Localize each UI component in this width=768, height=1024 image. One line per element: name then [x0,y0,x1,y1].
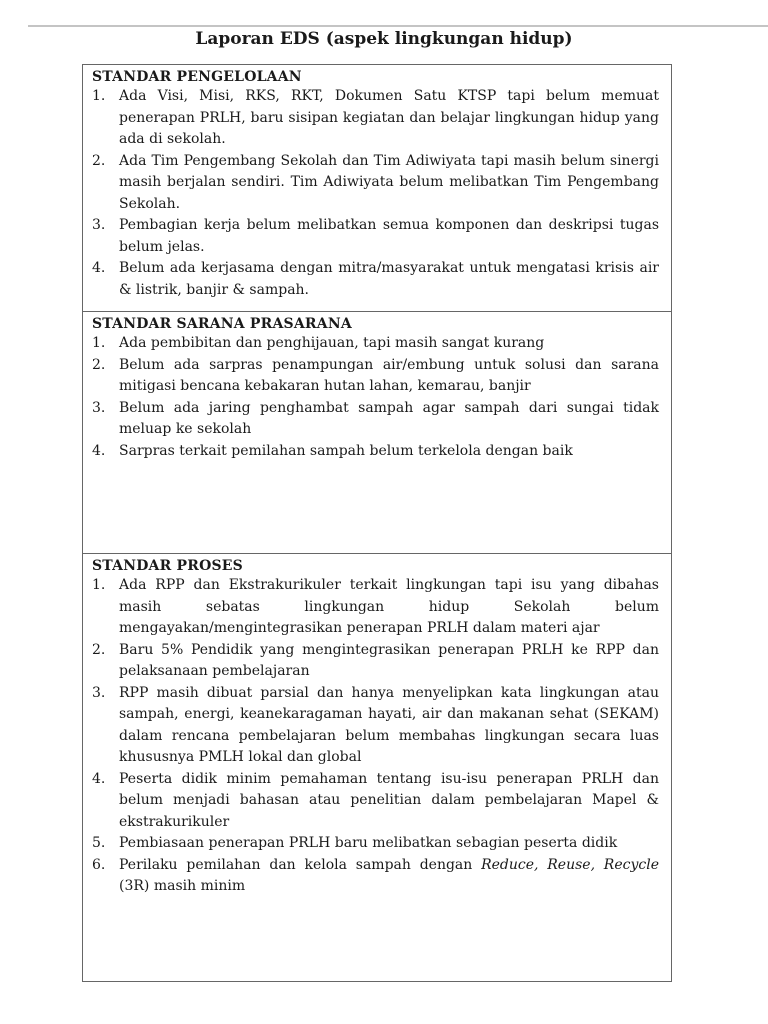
item-number: 3. [92,217,106,233]
item-text: Belum ada jaring penghambat sampah agar sampah dari sungai tidak meluap ke sekolah [119,399,659,437]
item-number: 1. [92,88,106,104]
item-text-before: Perilaku pemilahan dan kelola sampah dengan [119,856,482,873]
item-text: Peserta didik minim pemahaman tentang isu-isu penerapan PRLH dan belum menjadi bahasan atau penelitian dalam pembelajaran Mapel & ekstrakurikuler [119,770,659,830]
item-text: RPP masih dibuat parsial dan hanya menyelipkan kata lingkungan atau sampah, energi, keanekaragaman hayati, air dan makanan sehat (SEKAM) dalam rencana pembelajaran belum membahas lingkungan secara luas khususnya PMLH lokal dan global [119,684,659,765]
item-text-after: (3R) masih minim [119,878,246,894]
item-list [92,575,659,898]
item-text [119,857,659,895]
list-item [92,441,659,463]
item-text: Ada RPP dan Ekstrakurikuler terkait lingkungan tapi isu yang dibahas masih sebatas lingkungan hidup Sekolah belum mengayakan/mengintegrasikan penerapan PRLH dalam materi ajar [119,577,659,636]
item-number: 2. [92,152,106,169]
item-list [92,86,659,301]
list-item [92,855,659,898]
list-item [92,86,659,151]
list-item [92,398,659,441]
item-list [92,333,659,462]
item-text: Belum ada sarpras penampungan air/embung untuk solusi dan sarana mitigasi bencana kebakaran hutan lahan, kemarau, banjir [119,356,659,394]
section-standar-proses [83,553,671,981]
top-divider-line [28,25,768,27]
item-number: 1. [92,577,106,593]
item-text: Pembagian kerja belum melibatkan semua komponen dan deskripsi tugas belum jelas. [119,217,659,255]
item-number: 4. [92,770,106,787]
item-number: 6. [92,856,106,873]
item-number: 5. [92,835,106,851]
list-item [92,333,659,355]
item-text: Ada pembibitan dan penghijauan, tapi masih sangat kurang [119,335,545,351]
item-number: 3. [92,684,106,701]
item-number: 2. [92,641,106,658]
report-title: Laporan EDS (aspek lingkungan hidup) [195,29,573,49]
item-number: 2. [92,356,106,373]
item-text-italic: Reduce, Reuse, Recycle [481,856,659,873]
item-text: Belum ada kerjasama dengan mitra/masyarakat untuk mengatasi krisis air & listrik, banjir & sampah. [119,260,659,298]
report-table [82,64,672,982]
list-item [92,355,659,398]
section-heading: STANDAR PROSES [92,558,243,574]
list-item [92,258,659,301]
item-text: Pembiasaan penerapan PRLH baru melibatkan sebagian peserta didik [119,835,618,851]
list-item [92,769,659,834]
item-number: 3. [92,399,106,416]
item-text: Baru 5% Pendidik yang mengintegrasikan penerapan PRLH ke RPP dan pelaksanaan pembelajaran [119,641,659,679]
list-item [92,215,659,258]
section-standar-sarana-prasarana [83,311,671,553]
item-number: 1. [92,335,106,351]
list-item [92,151,659,216]
section-heading: STANDAR PENGELOLAAN [92,69,302,85]
section-standar-pengelolaan [83,65,671,311]
section-heading: STANDAR SARANA PRASARANA [92,316,352,332]
item-number: 4. [92,442,106,459]
list-item [92,575,659,640]
list-item [92,683,659,769]
item-text: Ada Tim Pengembang Sekolah dan Tim Adiwiyata tapi masih belum sinergi masih berjalan sendiri. Tim Adiwiyata belum melibatkan Tim Pengembang Sekolah. [119,152,659,212]
list-item [92,640,659,683]
item-text: Ada Visi, Misi, RKS, RKT, Dokumen Satu KTSP tapi belum memuat penerapan PRLH, baru sisipan kegiatan dan belajar lingkungan hidup yang ada di sekolah. [119,88,659,147]
list-item [92,833,659,855]
item-text: Sarpras terkait pemilahan sampah belum terkelola dengan baik [119,442,573,459]
item-number: 4. [92,260,106,276]
